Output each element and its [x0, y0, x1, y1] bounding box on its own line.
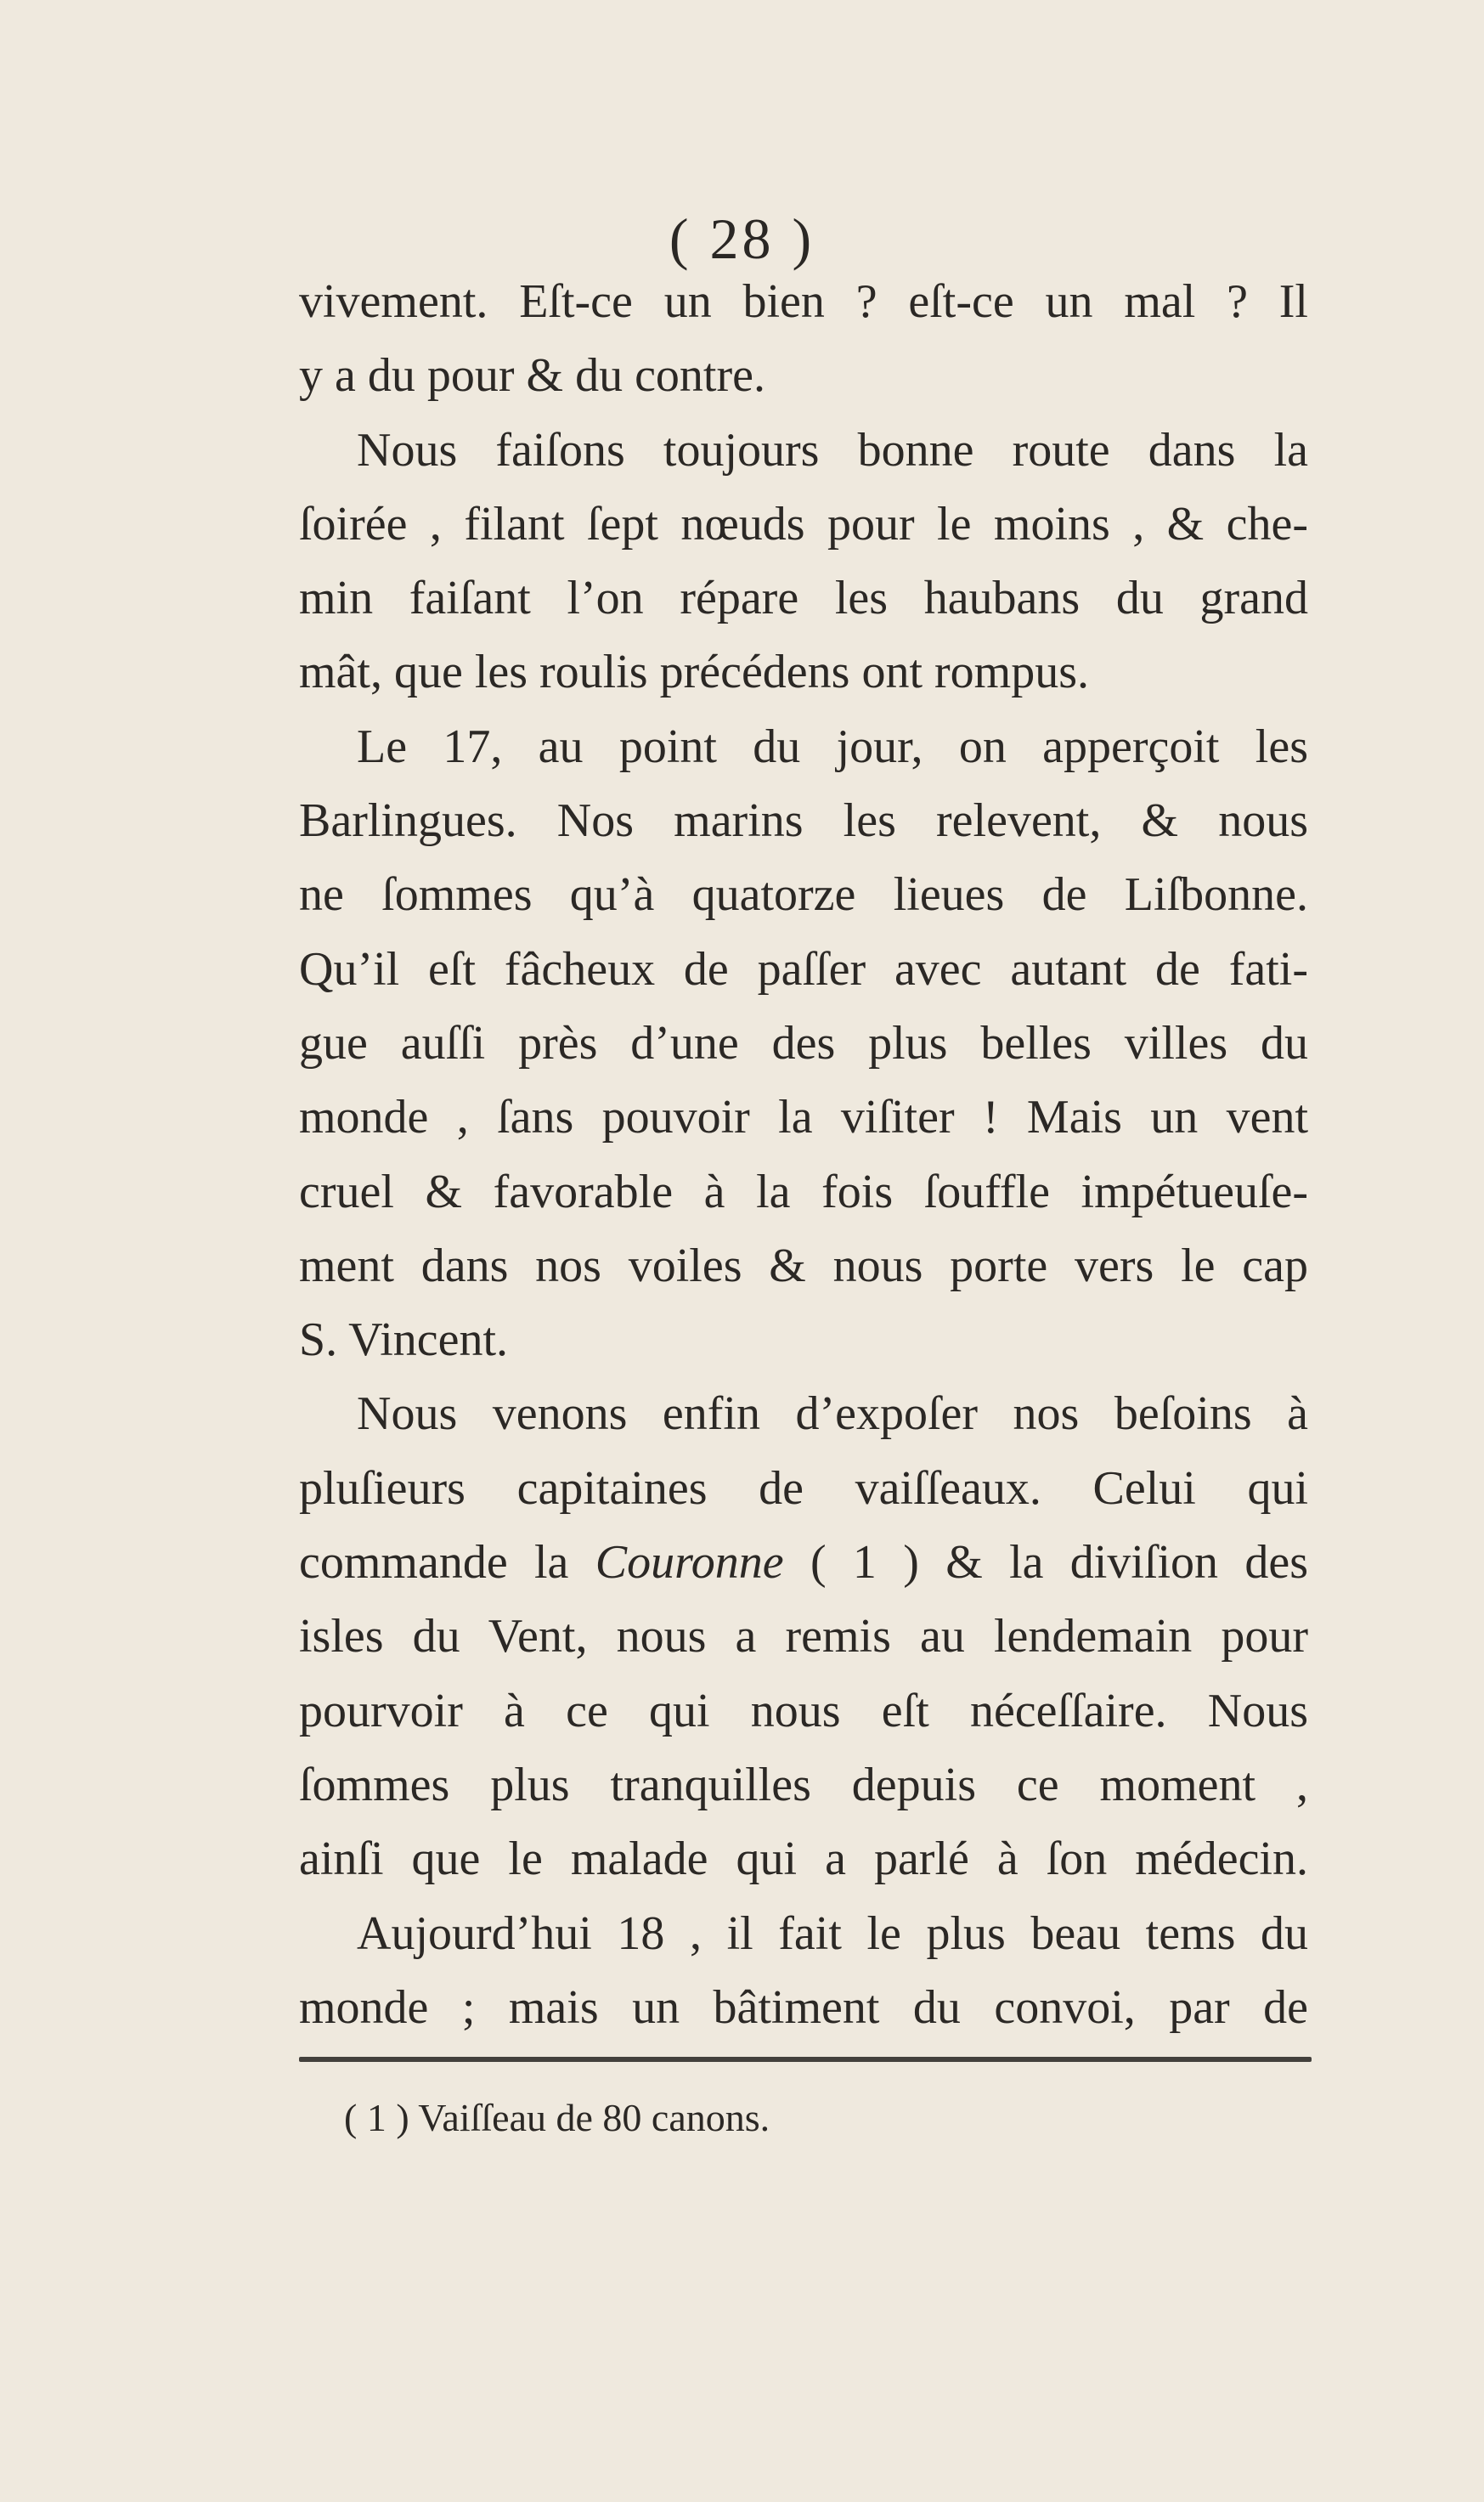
text-line: Aujourd’hui 18 , il fait le plus beau tems du [357, 1906, 1308, 1960]
text-line: pluſieurs capitaines de vaiſſeaux. Celui qui [299, 1461, 1308, 1515]
text-line: cruel & favorable à la fois ſouffle impétueuſe- [299, 1165, 1308, 1218]
text-line-with-italic [299, 1526, 1308, 1600]
text-line: monde , ſans pouvoir la viſiter ! Mais un vent [299, 1091, 1308, 1144]
footnote-rule [299, 2057, 1312, 2062]
text-line: min faiſant l’on répare les haubans du grand [299, 572, 1308, 625]
text-line: Nous venons enfin d’expoſer nos beſoins à [357, 1387, 1308, 1441]
text-line: mât, que les roulis précédens ont rompus. [299, 646, 1090, 699]
ship-name-italic: Couronne [595, 1536, 784, 1590]
body-text [299, 265, 1308, 2045]
text-line: Nous faiſons toujours bonne route dans la [357, 423, 1308, 477]
text-line: ne ſommes qu’à quatorze lieues de Liſbonne. [299, 868, 1308, 922]
text-line: ainſi que le malade qui a parlé à ſon médecin. [299, 1833, 1308, 1886]
text-line: ſommes plus tranquilles depuis ce moment , [299, 1758, 1308, 1811]
text-line: isles du Vent, nous a remis au lendemain pour [299, 1610, 1308, 1663]
text-line: monde ; mais un bâtiment du convoi, par de [299, 1980, 1308, 2034]
text-fragment: ( 1 ) & la diviſion des [810, 1536, 1308, 1590]
page-number: ( 28 ) [669, 206, 815, 271]
text-line: gue auſſi près d’une des plus belles villes du [299, 1016, 1308, 1070]
text-line: Qu’il eſt fâcheux de paſſer avec autant de fati- [299, 942, 1308, 996]
text-line: vivement. Eſt-ce un bien ? eſt-ce un mal ? Il [299, 275, 1308, 328]
text-line: y a du pour & du contre. [299, 349, 765, 403]
footnote: ( 1 ) Vaiſſeau de 80 canons. [344, 2096, 770, 2139]
text-fragment: commande la [299, 1536, 569, 1590]
text-line: ſoirée , filant ſept nœuds pour le moins , & che- [299, 497, 1308, 551]
text-line: Le 17, au point du jour, on apperçoit les [357, 720, 1308, 773]
text-line: pourvoir à ce qui nous eſt néceſſaire. Nous [299, 1684, 1308, 1737]
text-line: ment dans nos voiles & nous porte vers le cap [299, 1239, 1308, 1292]
text-line: Barlingues. Nos marins les relevent, & nous [299, 794, 1308, 848]
text-line: S. Vincent. [299, 1313, 509, 1367]
